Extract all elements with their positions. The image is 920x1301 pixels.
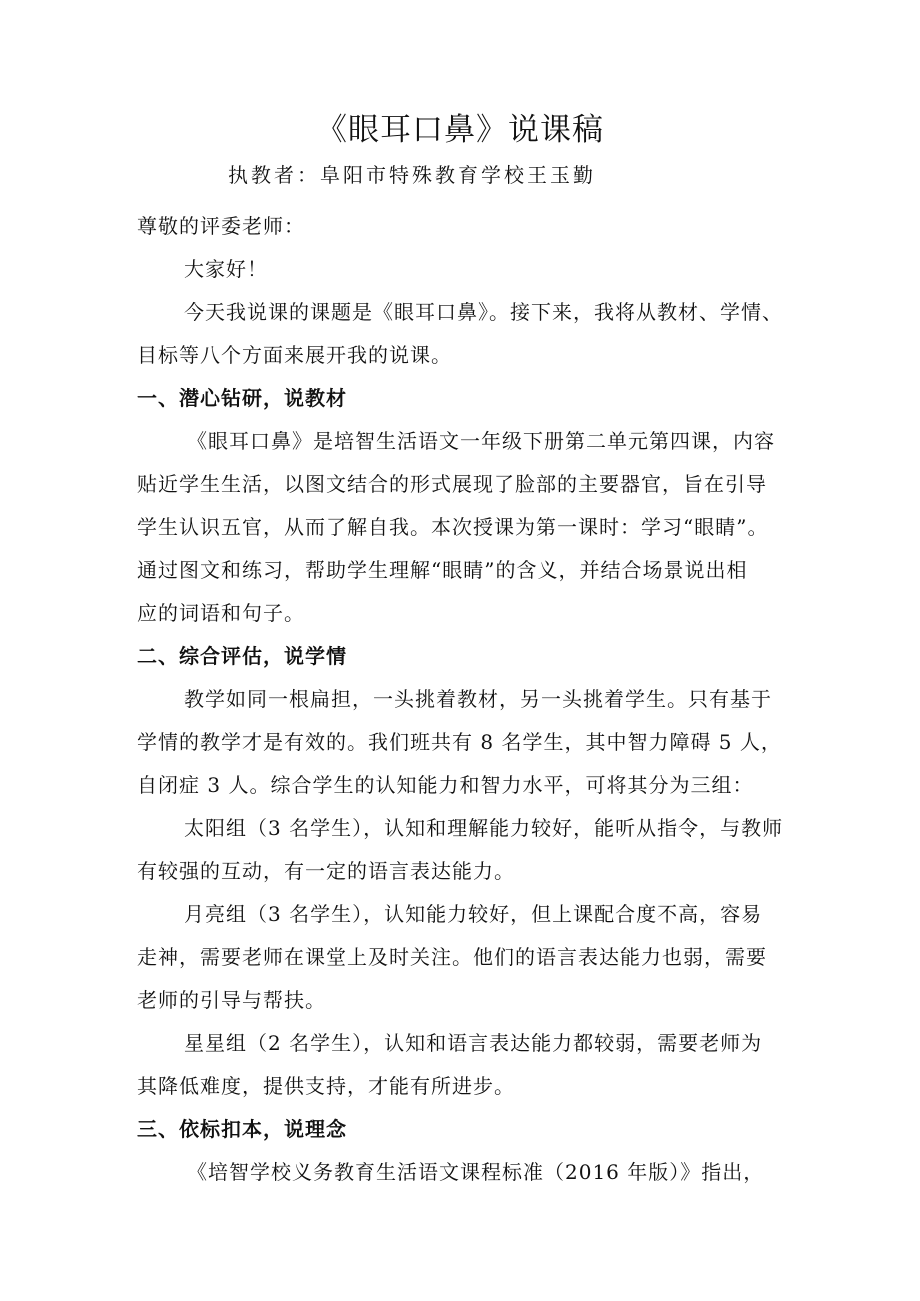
paragraph-line: 目标等八个方面来展开我的说课。: [137, 343, 452, 367]
paragraph-line: 应的词语和句子。: [137, 601, 305, 625]
paragraph-line: 有较强的互动，有一定的语言表达能力。: [137, 859, 515, 883]
section-heading-2: 二、综合评估，说学情: [137, 644, 347, 668]
document-title: 《眼耳口鼻》说课稿: [316, 112, 604, 148]
paragraph-line: 《培智学校义务教育生活语文课程标准（2016 年版）》指出，: [187, 1160, 765, 1184]
paragraph-line: 太阳组（3 名学生），认知和理解能力较好，能听从指令，与教师: [184, 816, 784, 840]
paragraph-line: 教学如同一根扁担，一头挑着教材，另一头挑着学生。只有基于: [184, 687, 772, 711]
paragraph-line: 学生认识五官，从而了解自我。本次授课为第一课时：学习“眼睛”。: [137, 515, 769, 539]
paragraph-line: 今天我说课的课题是《眼耳口鼻》。接下来，我将从教材、学情、: [184, 300, 783, 324]
section-heading-1: 一、潜心钻研，说教材: [137, 386, 347, 410]
greeting: 大家好！: [184, 257, 268, 281]
paragraph-line: 其降低难度，提供支持，才能有所进步。: [137, 1074, 515, 1098]
section-heading-3: 三、依标扣本，说理念: [137, 1117, 347, 1141]
paragraph-line: 月亮组（3 名学生），认知能力较好，但上课配合度不高，容易: [184, 902, 763, 926]
paragraph-line: 星星组（2 名学生），认知和语言表达能力都较弱，需要老师为: [184, 1031, 763, 1055]
salutation: 尊敬的评委老师：: [137, 214, 305, 238]
paragraph-line: 学情的教学才是有效的。我们班共有 8 名学生，其中智力障碍 5 人，: [137, 730, 782, 754]
paragraph-line: 走神，需要老师在课堂上及时关注。他们的语言表达能力也弱，需要: [137, 945, 767, 969]
paragraph-line: 老师的引导与帮扶。: [137, 988, 326, 1012]
paragraph-line: 通过图文和练习，帮助学生理解“眼睛”的含义，并结合场景说出相: [137, 558, 748, 582]
paragraph-line: 贴近学生生活，以图文结合的形式展现了脸部的主要器官，旨在引导: [137, 472, 767, 496]
author-line: 执教者：阜阳市特殊教育学校王玉勤: [228, 163, 596, 187]
paragraph-line: 《眼耳口鼻》是培智生活语文一年级下册第二单元第四课，内容: [187, 429, 775, 453]
paragraph-line: 自闭症 3 人。综合学生的认知能力和智力水平，可将其分为三组：: [137, 773, 754, 797]
